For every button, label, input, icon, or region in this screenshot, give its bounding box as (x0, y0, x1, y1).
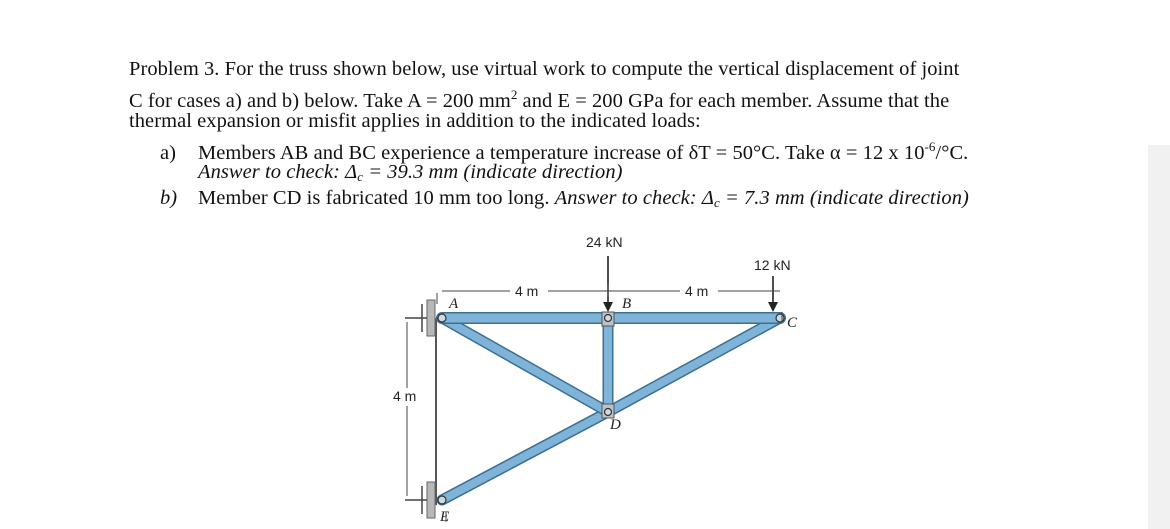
member-dc (608, 318, 780, 412)
problem-line-1: Problem 3. For the truss shown below, use virtual work to compute the vertical displacement of joint (129, 58, 960, 80)
load-b-label: 24 kN (586, 234, 623, 250)
problem-line-3: thermal expansion or misfit applies in addition to the indicated loads: (129, 110, 701, 132)
dim-bc-label: 4 m (685, 283, 709, 299)
load-c-arrow (768, 276, 778, 312)
joint-c-label: C (787, 315, 798, 331)
case-b-label: b) (160, 187, 178, 209)
support-a (405, 293, 437, 336)
case-b-text: b) Member CD is fabricated 10 mm too long. Answer to check: $\Delta_c = 7.3$ mm (indicate direction) (160, 187, 969, 210)
joint-e-label: E (440, 509, 450, 525)
load-c-label: 12 kN (754, 257, 791, 273)
joint-b (605, 315, 612, 322)
joint-e (438, 496, 446, 504)
load-b-arrow (603, 256, 613, 312)
member-ed (442, 412, 608, 500)
support-e (405, 482, 435, 518)
dim-ae-label: 4 m (393, 388, 417, 404)
problem-line-2: C for cases a) and b) below. Take A = 200 $mm^2$ and E = 200 GPa for each member. Assume that the (129, 87, 950, 112)
joint-a-label: A (449, 296, 459, 312)
joint-d (605, 409, 612, 416)
joint-a (438, 314, 446, 322)
case-b-answer: Answer to check: $\Delta_c = 7.3$ mm (indicate direction) (554, 187, 969, 210)
joint-c (776, 314, 784, 322)
joint-d-label: D (610, 417, 621, 433)
member-ad (442, 318, 608, 412)
case-a-text: a) Members AB and BC experience a temperature increase of δT = 50°C. Take α = 12 x $10^{-6}/^\circ C$. (160, 139, 969, 164)
joint-b-label: B (622, 296, 632, 312)
dimension-top (442, 285, 780, 297)
dim-ab-label: 4 m (515, 283, 539, 299)
case-a-label: a) (160, 142, 177, 164)
case-a-answer: Answer to check: $\Delta_c = 39.3$ mm (indicate direction) (198, 161, 623, 184)
